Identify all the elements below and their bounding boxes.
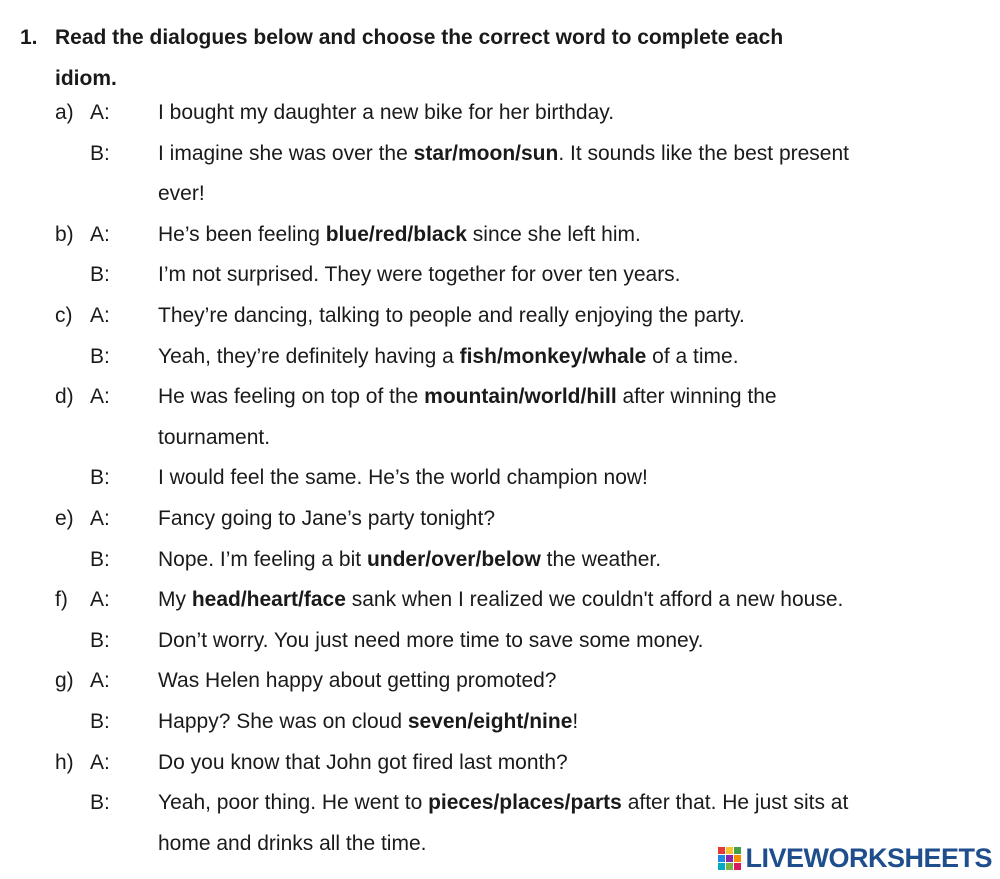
question-instructions [55, 18, 915, 99]
speaker-label: B: [90, 547, 110, 571]
dialogue-text [158, 621, 703, 661]
word-choice-options: seven/eight/nine [407, 710, 573, 733]
speaker-label: A: [90, 669, 110, 693]
logo-square [718, 847, 725, 854]
item-letter: c) [55, 304, 73, 327]
dialogue-text [158, 499, 495, 539]
dialogue-text [158, 743, 568, 783]
speaker-label: A: [90, 304, 110, 327]
question-number: 1. [20, 26, 38, 49]
dialogue-text-start: I’m not surprised. They were together for over ten years. [158, 263, 681, 287]
liveworksheets-logo [718, 843, 992, 873]
dialogue-text-end: since she left him. [466, 222, 641, 246]
dialogue-text [158, 296, 745, 336]
speaker-label: B: [90, 628, 110, 652]
dialogue-text-start: Yeah, poor thing. He went to [158, 791, 429, 815]
instruction-line-1: Read the dialogues below and choose the correct word to complete each [55, 26, 784, 49]
dialogue-text-start: I would feel the same. He’s the world champion now! [158, 466, 648, 490]
logo-square [718, 863, 725, 870]
dialogue-text-end: of a time. [646, 344, 739, 368]
logo-square [726, 863, 733, 870]
dialogue-text [158, 702, 578, 742]
dialogue-text [158, 255, 681, 295]
dialogue-text-end: ! [572, 710, 579, 733]
item-letter: d) [55, 385, 74, 409]
dialogue-text-start: I imagine she was over the [158, 141, 414, 165]
logo-square [734, 855, 741, 862]
dialogue-text-start: ever! [158, 182, 205, 206]
dialogue-text-end: the weather. [540, 547, 662, 571]
word-choice-options: mountain/world/hill [424, 385, 617, 409]
word-choice-options: pieces/places/parts [428, 791, 622, 815]
dialogue-text-start: tournament. [158, 425, 271, 449]
dialogue-text-start: He’s been feeling [158, 222, 326, 246]
logo-square [718, 855, 725, 862]
dialogue-text [158, 540, 661, 580]
item-letter: h) [55, 750, 74, 774]
item-letter: g) [55, 669, 74, 693]
word-choice-options: fish/monkey/whale [459, 344, 647, 368]
dialogue-text [158, 824, 426, 864]
dialogue-text [158, 93, 614, 133]
dialogue-text [158, 418, 270, 458]
dialogue-text [158, 174, 205, 214]
dialogue-text [158, 337, 739, 377]
dialogue-text-start: Happy? She was on cloud [158, 710, 408, 733]
dialogue-text-start: I bought my daughter a new bike for her birthday. [158, 101, 615, 124]
dialogue-text-start: My [158, 588, 192, 612]
logo-square [734, 847, 741, 854]
speaker-label: A: [90, 101, 110, 124]
dialogue-text-start: Fancy going to Jane’s party tonight? [158, 507, 495, 530]
dialogue-text [158, 580, 843, 620]
item-letter: e) [55, 507, 74, 530]
dialogue-text-end: sank when I realized we couldn't afford a new house. [345, 588, 844, 612]
speaker-label: B: [90, 791, 110, 815]
dialogue-text-start: home and drinks all the time. [158, 831, 427, 855]
dialogue-text-end: . It sounds like the best present [558, 141, 849, 165]
logo-square [726, 855, 733, 862]
dialogue-text [158, 661, 556, 701]
logo-square [734, 863, 741, 870]
dialogue-text [158, 377, 777, 417]
speaker-label: A: [90, 507, 110, 530]
logo-grid-icon [718, 847, 741, 870]
dialogue-text-start: They’re dancing, talking to people and really enjoying the party. [158, 304, 745, 327]
instruction-line-2: idiom. [55, 66, 117, 90]
speaker-label: B: [90, 344, 110, 368]
dialogue-text [158, 134, 849, 174]
logo-square [726, 847, 733, 854]
item-letter: a) [55, 101, 74, 124]
dialogue-text-end: after winning the [616, 385, 777, 409]
dialogue-text-end: after that. He just sits at [621, 791, 849, 815]
speaker-label: B: [90, 710, 110, 733]
speaker-label: A: [90, 750, 110, 774]
word-choice-options: blue/red/black [325, 222, 467, 246]
speaker-label: B: [90, 263, 110, 287]
dialogue-text-start: Was Helen happy about getting promoted? [158, 669, 557, 693]
dialogue-text [158, 783, 848, 823]
item-letter: f) [55, 588, 68, 612]
dialogue-text-start: Nope. I’m feeling a bit [158, 547, 367, 571]
item-letter: b) [55, 222, 74, 246]
word-choice-options: head/heart/face [191, 588, 346, 612]
dialogue-text-start: Don’t worry. You just need more time to save some money. [158, 628, 704, 652]
dialogue-text [158, 215, 641, 255]
dialogue-text-start: He was feeling on top of the [158, 385, 425, 409]
speaker-label: B: [90, 141, 110, 165]
speaker-label: A: [90, 385, 110, 409]
word-choice-options: star/moon/sun [413, 141, 559, 165]
speaker-label: A: [90, 588, 110, 612]
dialogue-text [158, 458, 648, 498]
speaker-label: B: [90, 466, 110, 490]
dialogue-text-start: Yeah, they’re definitely having a [158, 344, 460, 368]
logo-text: LIVEWORKSHEETS [745, 842, 992, 873]
word-choice-options: under/over/below [366, 547, 541, 571]
dialogue-text-start: Do you know that John got fired last month? [158, 750, 568, 774]
speaker-label: A: [90, 222, 110, 246]
